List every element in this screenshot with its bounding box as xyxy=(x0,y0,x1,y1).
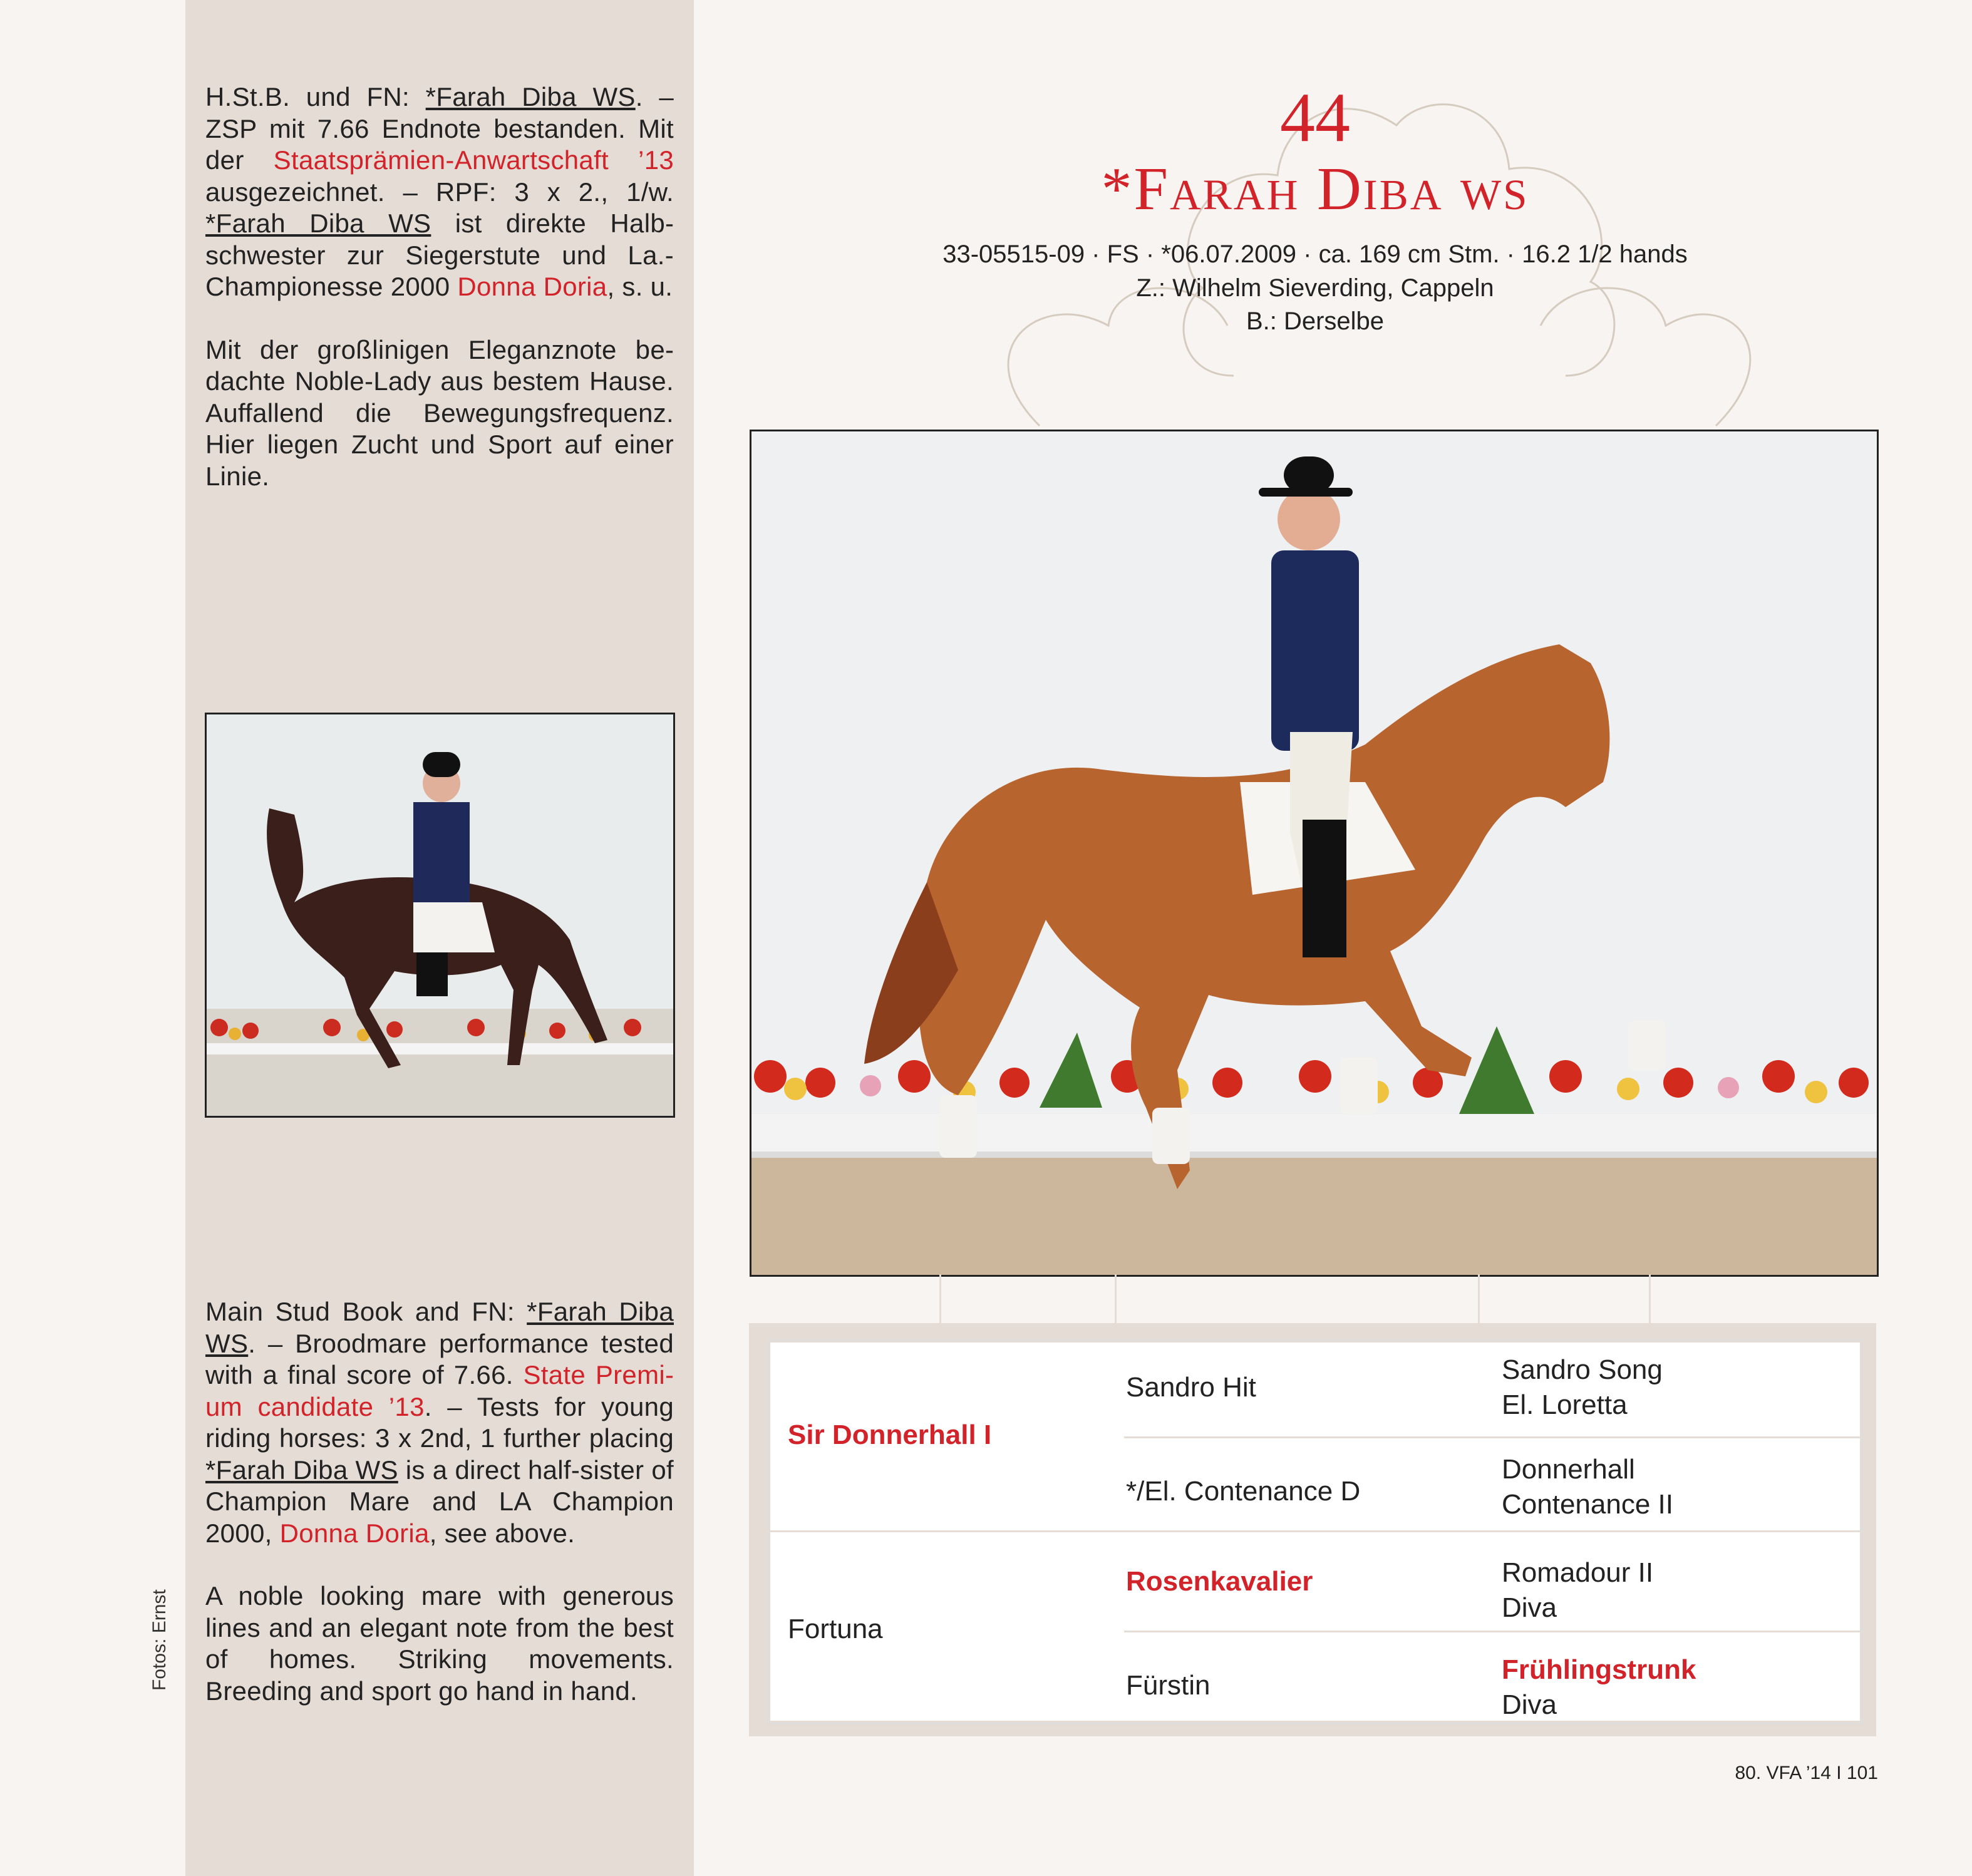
dam-dam-dam: Diva xyxy=(1502,1689,1557,1720)
dam-sire-dam: Diva xyxy=(1502,1592,1557,1623)
sire-name: Sir Donnerhall I xyxy=(788,1420,992,1450)
divider xyxy=(770,1530,1860,1532)
sire-sire-sire: Sandro Song xyxy=(1502,1354,1663,1385)
german-description xyxy=(205,81,674,523)
english-paragraph-2: A noble looking mare with generous lines and an elegant note from the best of homes. Striking movements. Breeding and sport go hand in hand. xyxy=(205,1581,674,1706)
text-span: ist direkte Halbschwester zur Siegerstute und La.-Championesse 2000 xyxy=(205,209,674,301)
text-span: H.St.B. und FN: xyxy=(205,82,426,111)
underlined-name: *Farah Diba WS xyxy=(205,1455,398,1485)
photo-credit: Fotos: Ernst xyxy=(149,1589,170,1691)
text-span: . – Tests for young riding horses: 3 x 2nd, 1 further placing xyxy=(205,1391,674,1453)
highlighted-text: Donna Doria xyxy=(457,272,607,301)
sire-dam-sire: Donnerhall xyxy=(1502,1454,1635,1485)
english-description xyxy=(205,1296,674,1738)
text-span: . – ZSP mit 7.66 Endnote bestanden. Mit der xyxy=(205,82,674,175)
sire-sire-dam: El. Loretta xyxy=(1502,1389,1628,1420)
highlighted-text: State Premium candidate ’13 xyxy=(205,1360,674,1421)
dark-horse-photo xyxy=(205,713,675,1118)
german-paragraph-2: Mit der großlinigen Eleganznote bedachte Noble-Lady aus bestem Hause. Auffallend die Bewegungsfrequenz. Hier liegen Zucht und Sport auf einer Linie. xyxy=(205,334,674,491)
dam-dam-sire: Frühlingstrunk xyxy=(1502,1654,1696,1685)
sire-dam: */El. Contenance D xyxy=(1126,1476,1361,1507)
owner-line: B.: Derselbe xyxy=(1246,307,1385,335)
text-span: , see above. xyxy=(429,1518,576,1548)
page-footer: 80. VFA ’14 I 101 xyxy=(1735,1763,1878,1783)
dam-sire: Rosenkavalier xyxy=(1126,1566,1313,1597)
divider xyxy=(1124,1436,1860,1438)
dam-dam: Fürstin xyxy=(1126,1670,1211,1701)
underlined-name: *Farah Diba WS xyxy=(205,1297,674,1358)
chestnut-horse-photo xyxy=(750,430,1879,1277)
dam-name: Fortuna xyxy=(788,1614,883,1644)
highlighted-text: Donna Doria xyxy=(279,1518,430,1548)
dam-sire-sire: Romadour II xyxy=(1502,1557,1654,1588)
text-span: ausgezeichnet. – RPF: 3 x 2., 1/w. xyxy=(205,177,674,207)
sire-sire: Sandro Hit xyxy=(1126,1372,1256,1403)
divider xyxy=(1124,1631,1860,1632)
underlined-name: *Farah Diba WS xyxy=(425,82,636,111)
english-paragraph-1 xyxy=(205,1296,674,1549)
connector-tick xyxy=(1649,1274,1651,1327)
text-span: is a direct half-sister of Champion Mare and LA Champion 2000, xyxy=(205,1455,674,1548)
text-span: , s. u. xyxy=(607,272,673,301)
pedigree-table xyxy=(768,1341,1862,1723)
highlighted-text: Staatsprämien-Anwartschaft ’13 xyxy=(273,145,674,175)
german-paragraph-1 xyxy=(205,81,674,303)
horse-details: 33-05515-09 · FS · *06.07.2009 · ca. 169 cm Stm. · 16.2 1/2 hands xyxy=(942,240,1688,268)
sire-dam-dam: Contenance II xyxy=(1502,1489,1673,1520)
underlined-name: *Farah Diba WS xyxy=(205,209,431,238)
text-span: Main Stud Book and FN: xyxy=(205,1297,527,1326)
connector-tick xyxy=(1478,1274,1480,1327)
text-span: . – Broodmare performance tested with a final score of 7.66. xyxy=(205,1328,674,1389)
breeder-line: Z.: Wilhelm Sieverding, Cappeln xyxy=(1136,274,1494,302)
connector-tick xyxy=(1115,1274,1117,1327)
catalog-number: 44 xyxy=(1280,79,1350,157)
horse-name: *Farah Diba ws xyxy=(1101,155,1529,223)
connector-tick xyxy=(939,1274,941,1327)
